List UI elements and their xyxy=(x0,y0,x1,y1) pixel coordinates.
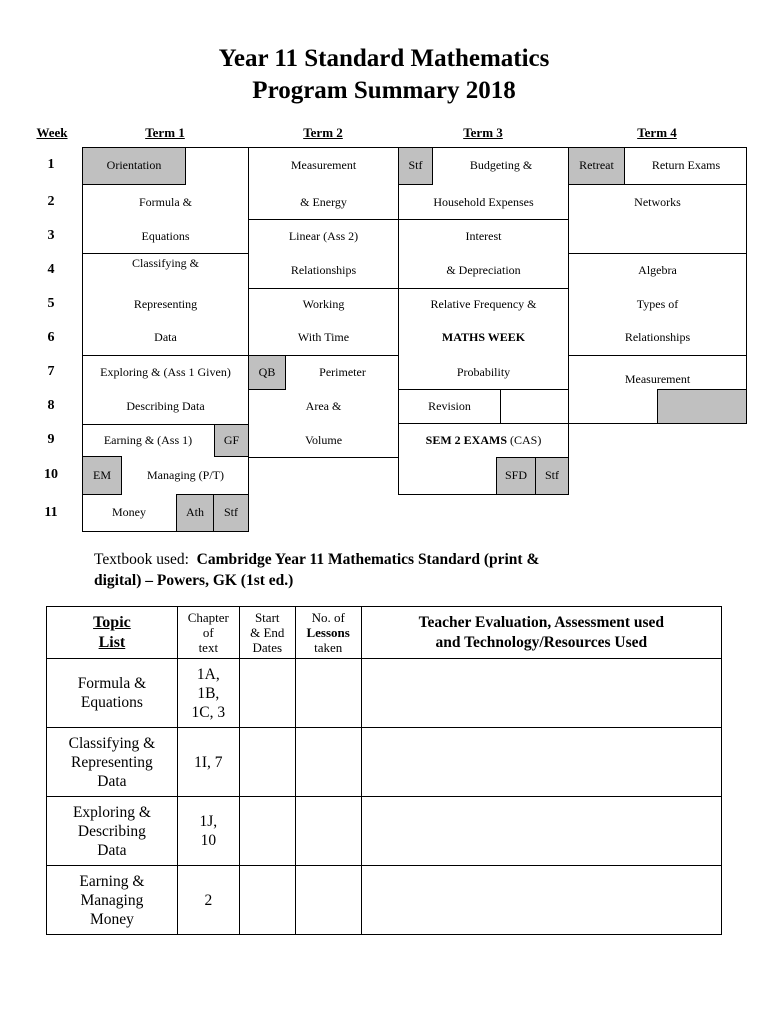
term3-depreciation-label: & Depreciation xyxy=(446,263,521,277)
week-number: 10 xyxy=(44,467,58,482)
header-topic-list xyxy=(47,607,178,659)
term3-stf-label: Stf xyxy=(408,158,423,172)
term4-return-exams-label: Return Exams xyxy=(651,158,721,172)
page-title-line2: Program Summary 2018 xyxy=(252,77,516,104)
header-dates xyxy=(239,607,295,659)
evaluation-cell[interactable] xyxy=(361,728,721,797)
header-dates-line1: Start xyxy=(254,610,280,625)
topic-line: Data xyxy=(97,841,127,859)
dates-cell[interactable] xyxy=(239,797,295,866)
term1-classifying-label: Classifying & xyxy=(131,256,199,270)
term3-mathsweek-label: MATHS WEEK xyxy=(441,330,526,344)
header-topic-line1: Topic xyxy=(93,613,131,631)
topic-line: Classifying & xyxy=(68,734,156,752)
topic-line: Money xyxy=(89,910,134,928)
topic-line: Exploring & xyxy=(72,803,151,821)
header-dates-line3: Dates xyxy=(252,640,283,655)
term3-relfreq-label: Relative Frequency & xyxy=(430,297,537,311)
term4-header: Term 4 xyxy=(637,125,677,140)
topic-line: Describing xyxy=(77,822,146,840)
week-number: 3 xyxy=(47,228,55,243)
chapter-cell xyxy=(177,659,239,728)
lessons-cell[interactable] xyxy=(295,728,361,797)
chapter-line: 2 xyxy=(204,891,213,909)
term4-algebra-label: Algebra xyxy=(638,263,677,277)
topic-line: Representing xyxy=(71,753,153,771)
term3-revision-label: Revision xyxy=(428,399,471,413)
header-chapter xyxy=(177,607,239,659)
table-row xyxy=(47,866,722,935)
term1-header: Term 1 xyxy=(145,125,185,140)
term4-gray-cell xyxy=(657,389,747,424)
term2-volume-label: Volume xyxy=(304,433,343,447)
table-header-row xyxy=(47,607,722,659)
term4-typesof-label: Types of xyxy=(636,297,679,311)
term1-orientation-label: Orientation xyxy=(106,158,162,172)
chapter-line: 1I, 7 xyxy=(194,753,223,771)
term1-earning-label: Earning & (Ass 1) xyxy=(103,433,193,447)
chapter-line: 1B, xyxy=(197,684,220,702)
week-number: 5 xyxy=(47,296,55,311)
topic-cell xyxy=(47,659,178,728)
evaluation-cell[interactable] xyxy=(361,797,721,866)
term2-energy-label: & Energy xyxy=(300,195,347,209)
term2-relationships-label: Relationships xyxy=(290,263,357,277)
header-topic-line2: List xyxy=(98,633,126,651)
header-eval-line2: and Technology/Resources Used xyxy=(435,633,648,651)
chapter-cell xyxy=(177,866,239,935)
term2-measurement-label: Measurement xyxy=(290,158,357,172)
term1-em-label: EM xyxy=(93,468,111,482)
header-chapter-line2: of xyxy=(202,625,214,640)
header-lessons-line3: taken xyxy=(314,640,343,655)
textbook-label: Textbook used: xyxy=(94,551,189,568)
week-number: 4 xyxy=(47,262,55,277)
topic-cell xyxy=(47,797,178,866)
term2-header: Term 2 xyxy=(303,125,343,140)
header-lessons-line2: Lessons xyxy=(306,625,350,640)
header-dates-line2: & End xyxy=(250,625,285,640)
term1-formula-label: Formula & xyxy=(139,195,192,209)
lessons-cell[interactable] xyxy=(295,797,361,866)
header-chapter-line1: Chapter xyxy=(187,610,229,625)
term2-withtime-label: With Time xyxy=(297,330,350,344)
evaluation-cell[interactable] xyxy=(361,866,721,935)
term2-working-label: Working xyxy=(302,297,345,311)
term3-household-label: Household Expenses xyxy=(433,195,534,209)
dates-cell[interactable] xyxy=(239,659,295,728)
term2-area-label: Area & xyxy=(305,399,342,413)
textbook-line2: digital) – Powers, GK (1st ed.) xyxy=(94,572,294,589)
table-row xyxy=(47,659,722,728)
header-evaluation xyxy=(361,607,721,659)
table-row xyxy=(47,728,722,797)
chapter-line: 1C, 3 xyxy=(191,703,226,721)
week-number: 6 xyxy=(47,330,55,345)
table-row xyxy=(47,797,722,866)
topic-line: Formula & xyxy=(77,675,147,692)
chapter-line: 1J, xyxy=(199,813,218,830)
topic-line: Data xyxy=(97,772,127,790)
term1-money-label: Money xyxy=(112,505,146,519)
evaluation-cell[interactable] xyxy=(361,659,721,728)
topic-cell xyxy=(47,728,178,797)
term1-managing-label: Managing (P/T) xyxy=(147,468,224,482)
lessons-cell[interactable] xyxy=(295,866,361,935)
term1-equations-label: Equations xyxy=(141,229,190,243)
week-number: 8 xyxy=(47,398,55,413)
week-number: 9 xyxy=(47,432,55,447)
term1-gf-label: GF xyxy=(223,433,240,447)
term2-perimeter-label: Perimeter xyxy=(319,365,366,379)
term3-interest-label: Interest xyxy=(465,229,502,243)
term3-budgeting-label: Budgeting & xyxy=(469,158,533,172)
dates-cell[interactable] xyxy=(239,728,295,797)
term1-ath-label: Ath xyxy=(186,505,204,519)
term3-probability-label: Probability xyxy=(456,365,511,379)
term2-linear-label: Linear (Ass 2) xyxy=(288,229,359,243)
textbook-line1 xyxy=(94,549,714,570)
lessons-cell[interactable] xyxy=(295,659,361,728)
week-number: 2 xyxy=(47,194,55,209)
topic-line: Managing xyxy=(80,891,144,909)
week-number: 1 xyxy=(47,157,55,172)
topics-table xyxy=(46,606,722,935)
week-number: 11 xyxy=(44,505,58,520)
term1-stf-label: Stf xyxy=(223,505,238,519)
chapter-line: 10 xyxy=(200,832,217,849)
chapter-line: 1A, xyxy=(196,665,220,683)
topic-line: Earning & xyxy=(79,872,145,890)
term3-exams-label xyxy=(398,433,569,448)
term4-measurement-label: Measurement xyxy=(624,372,691,386)
topic-cell xyxy=(47,866,178,935)
term3-sfd-label: SFD xyxy=(504,468,527,482)
chapter-cell xyxy=(177,728,239,797)
term4-retreat-label: Retreat xyxy=(579,158,614,172)
page-title-line1: Year 11 Standard Mathematics xyxy=(218,45,550,72)
term4-relationships-label: Relationships xyxy=(624,330,691,344)
header-lessons xyxy=(295,607,361,659)
topic-line: Equations xyxy=(80,694,143,711)
term1-describing-label: Describing Data xyxy=(126,399,205,413)
textbook-title: Cambridge Year 11 Mathematics Standard (print & xyxy=(196,551,540,568)
week-number: 7 xyxy=(47,364,55,379)
term3-stf2-label: Stf xyxy=(544,468,559,482)
header-lessons-line1: No. of xyxy=(311,610,345,625)
term1-representing-label: Representing xyxy=(133,297,198,311)
term1-exploring-label: Exploring & (Ass 1 Given) xyxy=(100,365,231,379)
header-chapter-line3: text xyxy=(198,640,219,655)
term3-exams-bold: SEM 2 EXAMS xyxy=(425,433,507,447)
week-header: Week xyxy=(36,125,68,140)
term2-qb-label: QB xyxy=(258,365,276,379)
term3-exams-suffix: (CAS) xyxy=(507,433,542,447)
term1-data-label: Data xyxy=(154,330,177,344)
term4-networks-label: Networks xyxy=(634,195,681,209)
term3-header: Term 3 xyxy=(463,125,503,140)
header-eval-line1: Teacher Evaluation, Assessment used xyxy=(418,613,665,631)
chapter-cell xyxy=(177,797,239,866)
dates-cell[interactable] xyxy=(239,866,295,935)
